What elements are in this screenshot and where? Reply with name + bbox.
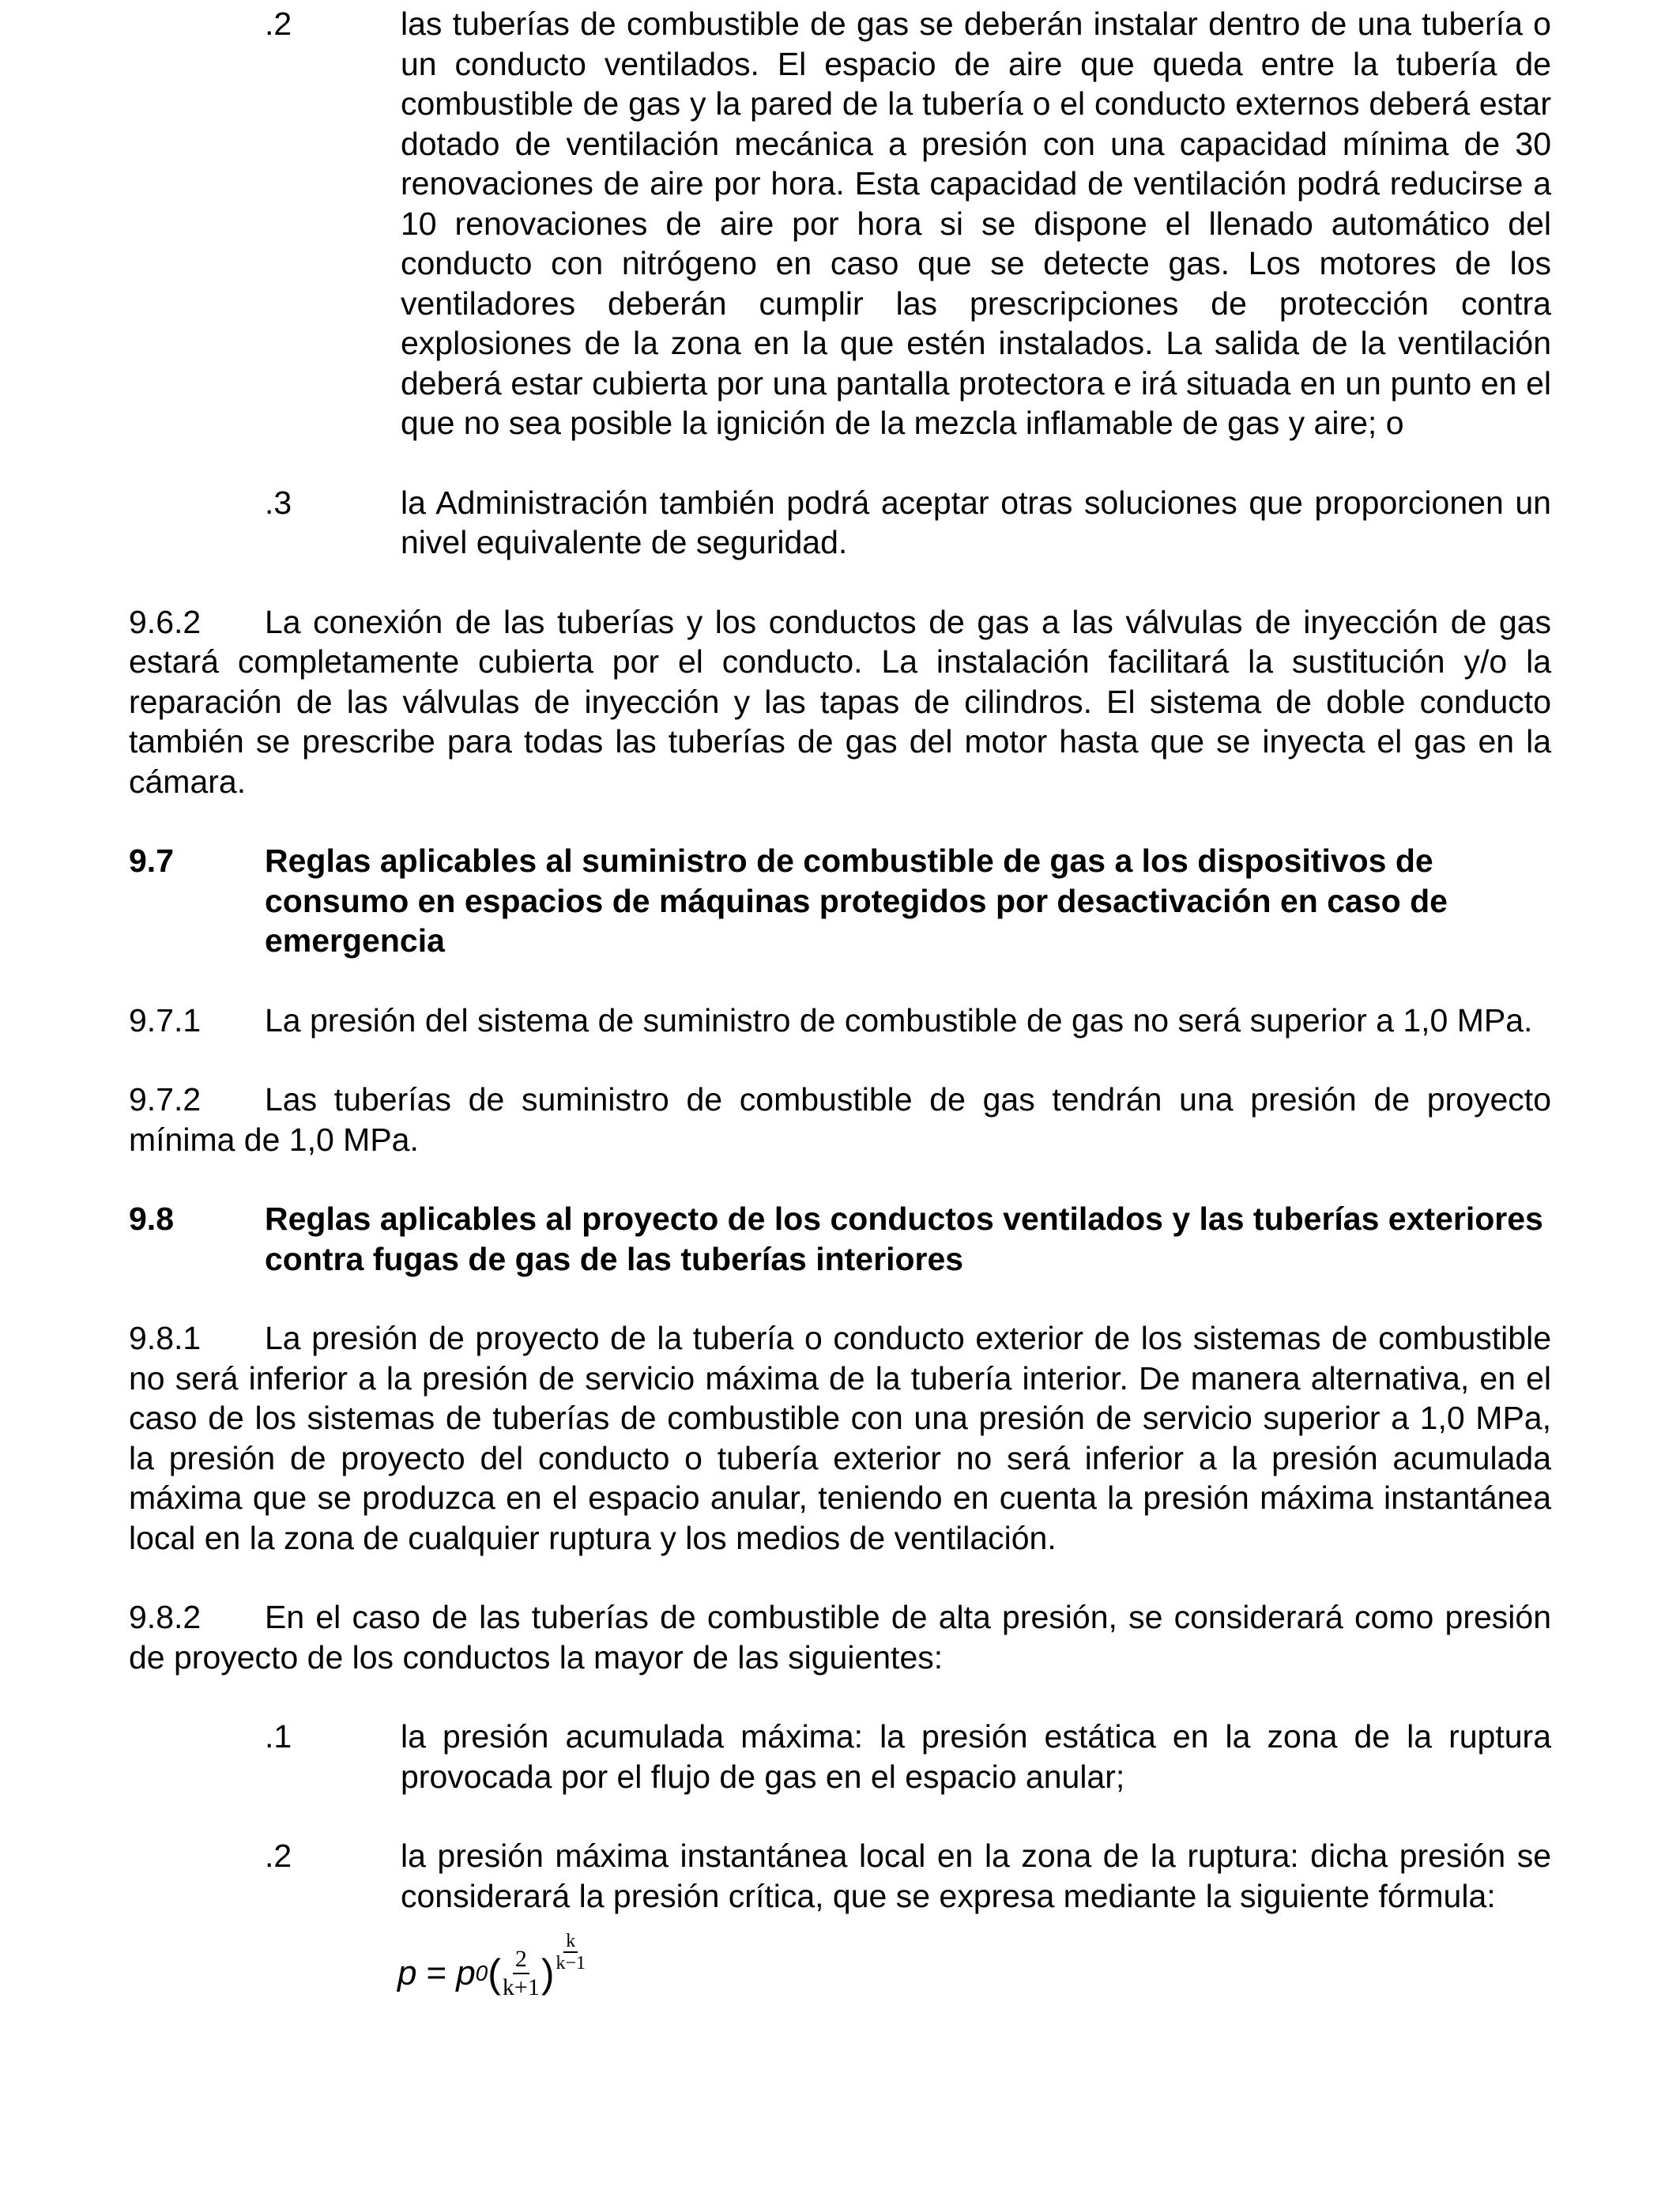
paragraph-number: 9.7.1 [129,1001,202,1039]
paragraph-text: La presión del sistema de suministro de combustible de gas no será superior a 1,0 MPa. [265,1001,1533,1039]
paragraph-9-8-1 [129,1318,1551,1558]
paragraph-number: 9.6.2 [129,603,202,640]
paragraph-number: 9.8.2 [129,1599,202,1635]
heading-number: 9.8 [129,1201,174,1237]
paragraph-9-7-1 [129,1001,1551,1041]
paragraph-9-8-2 [129,1597,1551,1677]
exponent-numerator: k [563,1931,578,1953]
heading-text: Reglas aplicables al suministro de combustible de gas a los dispositivos de consumo en espacios de máquinas protegidos por desactivación en caso de emergencia [265,843,1448,959]
formula-close-paren: ) [541,1951,555,1996]
pressure-formula [397,1931,1551,2001]
paragraph-number: 9.8.1 [129,1320,202,1356]
exponent-denominator: k−1 [556,1953,586,1973]
heading-text: Reglas aplicables al proyecto de los conductos ventilados y las tuberías exteriores contra fugas de gas de las tuberías interiores [265,1201,1543,1277]
item-text: la presión acumulada máxima: la presión estática en la zona de la ruptura provocada por el flujo de gas en el espacio anular; [401,1718,1551,1795]
formula-fraction [503,1946,540,2001]
paragraph-9-7-2 [129,1080,1551,1159]
heading-number: 9.7 [129,843,174,879]
paragraph-text: Las tuberías de suministro de combustible de gas tendrán una presión de proyecto mínima de 1,0 MPa. [129,1081,1551,1158]
formula-equals: = [426,1953,447,1992]
document-page [129,4,1551,2001]
section-heading-9-7 [129,841,1551,961]
fraction-denominator: k+1 [502,1974,540,2000]
item-text: las tuberías de combustible de gas se deberán instalar dentro de una tubería o un conducto ventilados. El espacio de aire que queda entre la tubería de combustible de gas y la pared de la tubería o el conducto externos deberá estar dotado de ventilación mecánica a presión con una capacidad mínima de 30 renovaciones de aire por hora. Esta capacidad de ventilación podrá reducirse a 10 renovaciones de aire por hora si se dispone el llenado automático del conducto con nitrógeno en caso que se detecte gas. Los motores de los ventiladores deberán cumplir las prescripciones de protección contra explosiones de la zona en la que estén instalados. La salida de la ventilación deberá estar cubierta por una pantalla protectora e irá situada en un punto en el que no sea posible la ignición de la mezcla inflamable de gas y aire; o [401,6,1551,441]
paragraph-text: La presión de proyecto de la tubería o conducto exterior de los sistemas de combustible no será inferior a la presión de servicio máxima de la tubería interior. De manera alternativa, en el caso de los sistemas de tuberías de combustible con una presión de servicio superior a 1,0 MPa, la presión de proyecto del conducto o tubería exterior no será inferior a la presión acumulada máxima que se produzca en el espacio anular, teniendo en cuenta la presión máxima instantánea local en la zona de cualquier ruptura y los medios de ventilación. [129,1320,1551,1556]
list-item [129,1836,1551,1916]
section-heading-9-8 [129,1199,1551,1279]
exponent-fraction [556,1931,586,1973]
list-item [129,483,1551,563]
formula-p0: p [456,1953,476,1992]
paragraph-9-6-2 [129,602,1551,802]
paragraph-text: En el caso de las tuberías de combustible de alta presión, se considerará como presión de proyecto de los conductos la mayor de las siguientes: [129,1599,1551,1676]
paragraph-number: 9.7.2 [129,1081,202,1118]
formula-p0-subscript: 0 [475,1960,488,1985]
item-number: .1 [265,1718,292,1755]
fraction-numerator: 2 [513,1946,529,1974]
formula-open-paren: ( [488,1951,501,1996]
item-text: la Administración también podrá aceptar otras soluciones que proporcionen un nivel equivalente de seguridad. [401,484,1551,560]
item-number: .2 [265,6,292,42]
list-item [129,1717,1551,1796]
formula-lhs: p [397,1953,417,1992]
item-number: .2 [265,1838,292,1874]
item-number: .3 [265,484,292,521]
paragraph-text: La conexión de las tuberías y los conductos de gas a las válvulas de inyección de gas estará completamente cubierta por el conducto. La instalación facilitará la sustitución y/o la reparación de las válvulas de inyección y las tapas de cilindros. El sistema de doble conducto también se prescribe para todas las tuberías de gas del motor hasta que se inyecta el gas en la cámara. [129,603,1551,800]
list-item [129,4,1551,443]
formula-exponent [554,1916,587,1973]
item-text: la presión máxima instantánea local en la zona de la ruptura: dicha presión se considerará la presión crítica, que se expresa mediante la siguiente fórmula: [401,1838,1551,1914]
